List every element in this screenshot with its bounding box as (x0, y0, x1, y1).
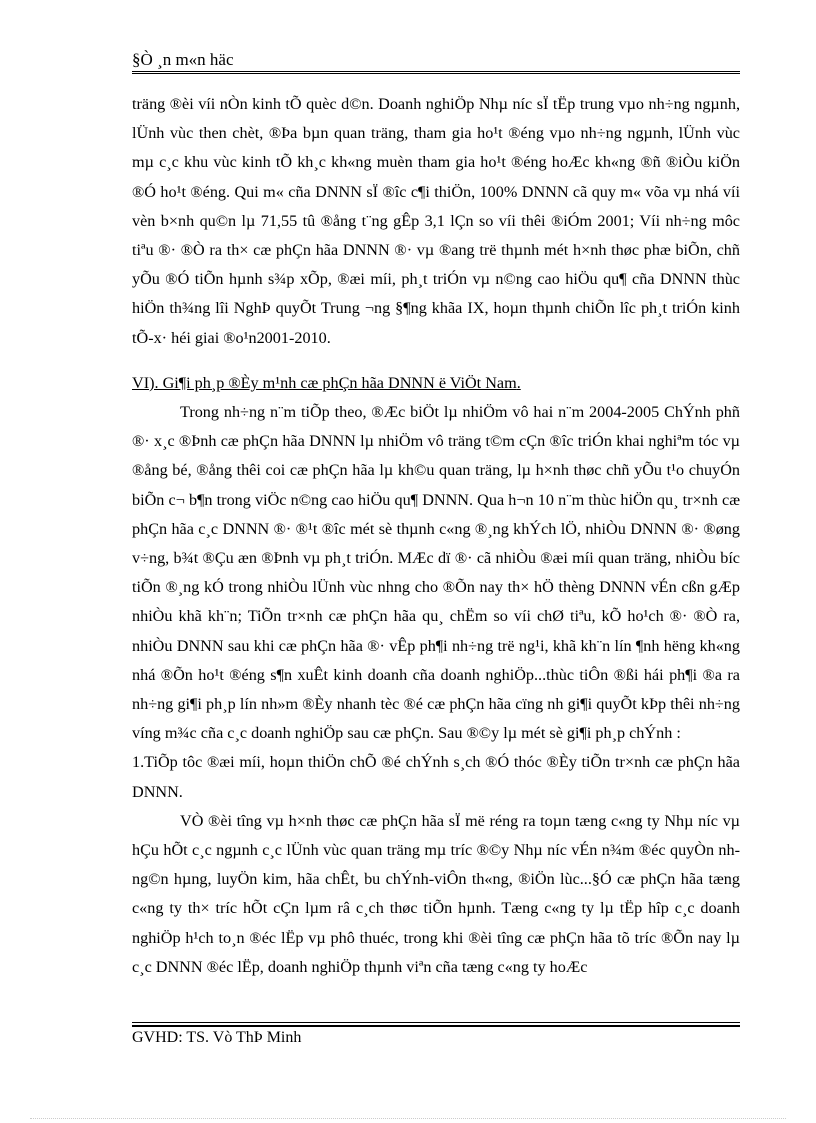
footer-rule-thin (132, 1022, 740, 1023)
footer-advisor: GVHD: TS. Vò ThÞ Minh (132, 1029, 302, 1046)
paragraph-corporations: VÒ ®èi tîng vµ h×nh thøc cæ phÇn hãa sÏ më réng ra toµn tæng c«ng ty Nhµ níc vµ hÇu hÕt c¸c ngµnh c¸c lÜnh vùc quan träng mµ tríc ®©y Nhµ níc vÉn n¾m ®éc quyÒn nh ng©n hµng, luyÖn kim, hãa chÊt, bu chÝnh-viÔn th«ng, ®iÖn lùc...§Ó cæ phÇn hãa tæng c«ng ty th× tríc hÕt cÇn lµm râ c¸ch thøc tiÕn hµnh. Tæng c«ng ty lµ tËp hîp c¸c doanh nghiÖp h¹ch to¸n ®éc lËp vµ phô thuéc, trong khi ®èi tîng cæ phÇn hãa tõ tríc ®Õn nay lµ c¸c DNNN ®éc lËp, doanh nghiÖp thµnh viªn cña tæng c«ng ty hoÆc (132, 811, 740, 976)
paragraph-intro: träng ®èi víi nÒn kinh tÕ quèc d©n. Doanh nghiÖp Nhµ níc sÏ tËp trung vµo nh÷ng ngµnh, lÜnh vùc then chèt, ®Þa bµn quan träng, tham gia ho¹t ®éng vµo nh÷ng ngµnh, lÜnh vùc mµ c¸c khu vùc kinh tÕ kh¸c kh«ng muèn tham gia ho¹t ®éng hoÆc kh«ng ®ñ ®iÒu kiÖn ®Ó ho¹t ®éng. Qui m« cña DNNN sÏ ®îc c¶i thiÖn, 100% DNNN cã quy m« võa vµ nhá víi vèn b×nh qu©n lµ 71,55 tû ®ång t¨ng gÊp 3,1 lÇn so víi thêi ®iÓm 2001; Víi nh÷ng môc tiªu ®· ®Ò ra th× cæ phÇn hãa DNNN ®· vµ ®ang trë thµnh mét h×nh thøc phæ biÕn, chñ yÕu ®Ó tiÕn hµnh s¾p xÕp, ®æi míi, ph¸t triÓn vµ n©ng cao hiÖu qu¶ cña DNNN thùc hiÖn th¾ng lîi NghÞ quyÕt Trung ¬ng §¶ng khãa IX, hoµn thµnh chiÕn lîc ph¸t triÓn kinh tÕ-x· héi giai ®o¹n2001-2010. (132, 95, 740, 347)
header-rule-thin (132, 73, 740, 74)
subheading-1: 1.TiÕp tôc ®æi míi, hoµn thiÖn chÕ ®é chÝnh s¸ch ®Ó thóc ®Èy tiÕn tr×nh cæ phÇn hãa DNNN. (132, 753, 740, 801)
footer-rule-thick (132, 1025, 740, 1027)
page-footer (132, 1028, 740, 1048)
document-body (132, 90, 740, 982)
paragraph-solutions: Trong nh÷ng n¨m tiÕp theo, ®Æc biÖt lµ nhiÖm vô hai n¨m 2004-2005 ChÝnh phñ ®· x¸c ®Þnh cæ phÇn hãa DNNN lµ nhiÖm vô träng t©m cÇn ®îc triÓn khai nghiªm tóc vµ ®ång bé, ®ång thêi coi cæ phÇn hãa lµ kh©u quan träng, lµ h×nh thøc chñ yÕu t¹o chuyÓn biÕn c¬ b¶n trong viÖc n©ng cao hiÖu qu¶ DNNN. Qua h¬n 10 n¨m thùc hiÖn qu¸ tr×nh cæ phÇn hãa c¸c DNNN ®· ®¹t ®îc mét sè thµnh c«ng ®¸ng khÝch lÖ, nhiÒu DNNN ®· ®øng v÷ng, b¾t ®Çu æn ®Þnh vµ ph¸t triÓn. MÆc dï ®· cã nhiÒu ®æi míi quan träng, nhiÒu bíc tiÕn ®¸ng kÓ trong nhiÒu lÜnh vùc nhng cho ®Õn nay th× hÖ thèng DNNN vÉn cßn gÆp nhiÒu khã kh¨n; TiÕn tr×nh cæ phÇn hãa qu¸ chËm so víi chØ tiªu, kÕ ho¹ch ®· ®Ò ra, nhiÒu DNNN sau khi cæ phÇn hãa ®· vÊp ph¶i nh÷ng trë ng¹i, khã kh¨n lín ¶nh hëng kh«ng nhá ®Õn ho¹t ®éng s¶n xuÊt kinh doanh cña doanh nghiÖp...thùc tiÔn ®ßi hái ph¶i ®a ra nh÷ng gi¶i ph¸p lín nh»m ®Èy nhanh tèc ®é cæ phÇn hãa cïng nh gi¶i quyÕt kÞp thêi nh÷ng víng m¾c cña c¸c doanh nghiÖp sau cæ phÇn. Sau ®©y lµ mét sè gi¶i ph¸p chÝnh : (132, 403, 740, 743)
header-rule (132, 71, 740, 72)
page-bottom-edge (30, 1118, 786, 1119)
section-heading-period: . (516, 373, 521, 392)
page-header (132, 50, 740, 70)
header-title: §Ò ¸n m«n häc (132, 50, 234, 69)
section-heading (132, 369, 740, 398)
section-heading-text: VI). Gi¶i ph¸p ®Èy m¹nh cæ phÇn hãa DNNN ë ViÖt Nam (132, 373, 517, 392)
